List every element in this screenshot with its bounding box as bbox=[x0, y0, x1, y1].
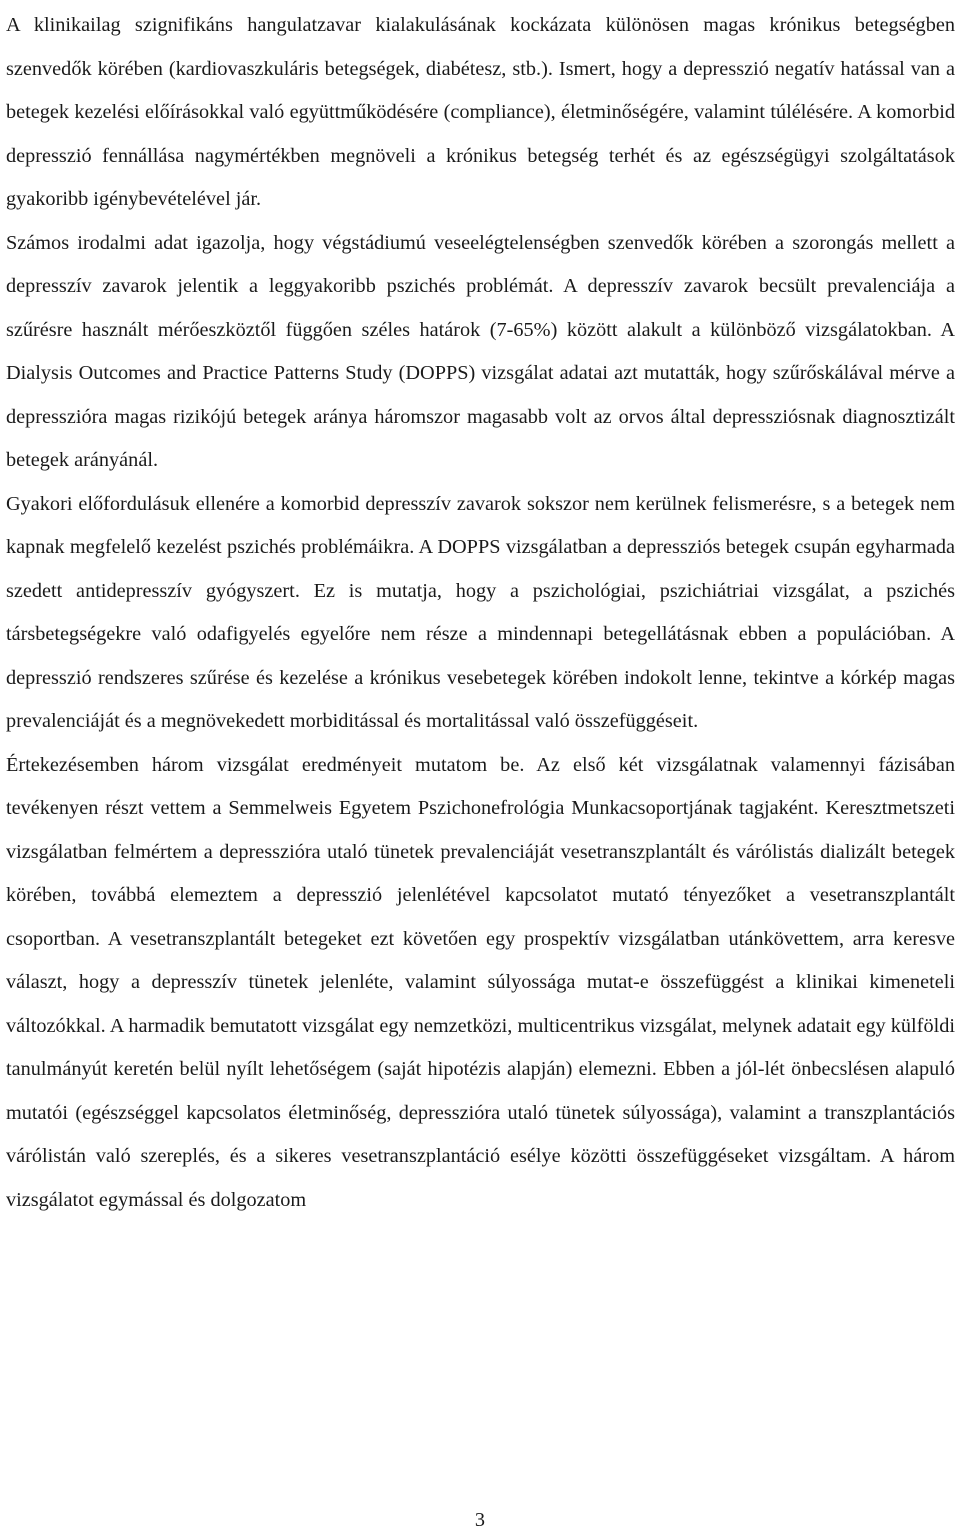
document-body bbox=[6, 4, 955, 1222]
paragraph-1: A klinikailag szignifikáns hangulatzavar kialakulásának kockázata különösen magas krónikus betegségben szenvedők körében (kardiovaszkuláris betegségek, diabétesz, stb.). Ismert, hogy a depresszió negatív hatással van a betegek kezelési előírásokkal való együttműködésére (compliance), életminőségére, valamint túlélésére. A komorbid depresszió fennállása nagymértékben megnöveli a krónikus betegség terhét és az egészségügyi szolgáltatások gyakoribb igénybevételével jár. bbox=[6, 14, 955, 210]
paragraph-2: Számos irodalmi adat igazolja, hogy végstádiumú veseelégtelenségben szenvedők körében a szorongás mellett a depresszív zavarok jelentik a leggyakoribb pszichés problémát. A depresszív zavarok becsült prevalenciája a szűrésre használt mérőeszköztől függően széles határok (7-65%) között alakult a különböző vizsgálatokban. A Dialysis Outcomes and Practice Patterns Study (DOPPS) vizsgálat adatai azt mutatták, hogy szűrőskálával mérve a depresszióra magas rizikójú betegek aránya háromszor magasabb volt az orvos által depressziósnak diagnosztizált betegek arányánál. bbox=[6, 231, 955, 471]
paragraph-3: Gyakori előfordulásuk ellenére a komorbid depresszív zavarok sokszor nem kerülnek felismerésre, s a betegek nem kapnak megfelelő kezelést pszichés problémáikra. A DOPPS vizsgálatban a depressziós betegek csupán egyharmada szedett antidepresszív gyógyszert. Ez is mutatja, hogy a pszichológiai, pszichiátriai vizsgálat, a pszichés társbetegségekre való odafigyelés egyelőre nem része a mindennapi betegellátásnak ebben a populációban. A depresszió rendszeres szűrése és kezelése a krónikus vesebetegek körében indokolt lenne, tekintve a kórkép magas prevalenciáját és a megnövekedett morbiditással és mortalitással való összefüggéseit. bbox=[6, 492, 955, 732]
page-number: 3 bbox=[474, 1509, 486, 1531]
paragraph-4: Értekezésemben három vizsgálat eredményeit mutatom be. Az első két vizsgálatnak valamennyi fázisában tevékenyen részt vettem a Semmelweis Egyetem Pszichonefrológia Munkacsoportjának tagjaként. Keresztmetszeti vizsgálatban felmértem a depresszióra utaló tünetek prevalenciáját vesetranszplantált és várólistás dializált betegek körében, továbbá elemeztem a depresszió jelenlétével kapcsolatot mutató tényezőket a vesetranszplantált csoportban. A vesetranszplantált betegeket ezt követően egy prospektív vizsgálatban utánkövettem, arra keresve választ, hogy a depresszív tünetek jelenléte, valamint súlyossága mutat-e összefüggést a klinikai kimeneteli változókkal. A harmadik bemutatott vizsgálat egy nemzetközi, multicentrikus vizsgálat, melynek adatait egy külföldi tanulmányút keretén belül nyílt lehetőségem (saját hipotézis alapján) elemezni. Ebben a jól-lét önbecslésen alapuló mutatói (egészséggel kapcsolatos életminőség, depresszióra utaló tünetek súlyossága), valamint a transzplantációs várólistán való szereplés, és a sikeres vesetranszplantáció esélye közötti összefüggéseket vizsgáltam. A három vizsgálatot egymással és dolgozatom bbox=[6, 753, 955, 1211]
